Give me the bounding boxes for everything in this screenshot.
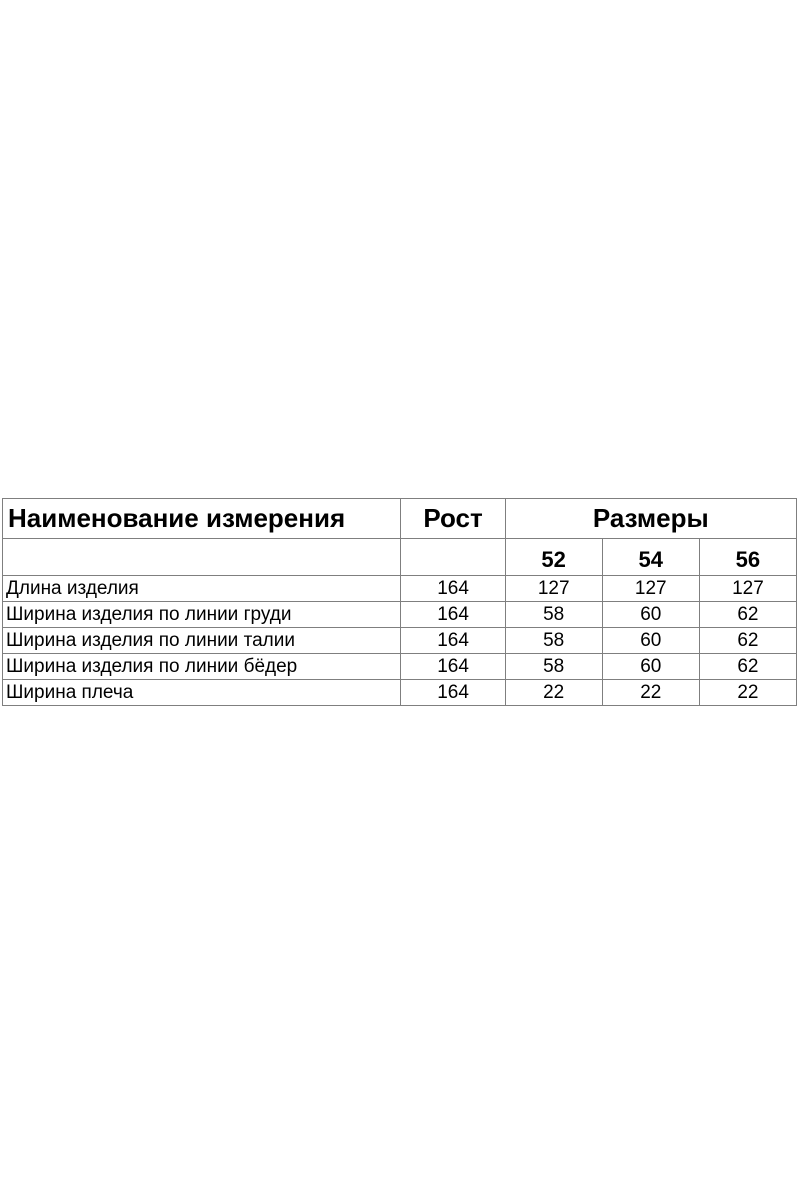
header-measurement-name: Наименование измерения [3,499,401,539]
measurement-name: Длина изделия [3,576,401,602]
size-value: 22 [699,680,796,706]
size-value: 58 [505,602,602,628]
size-value: 62 [699,602,796,628]
header-sizes: Размеры [505,499,796,539]
table-row [3,602,797,628]
size-value: 127 [505,576,602,602]
size-value: 127 [602,576,699,602]
size-label: 54 [602,539,699,576]
height-value: 164 [401,654,505,680]
measurement-name: Ширина изделия по линии талии [3,628,401,654]
size-value: 60 [602,654,699,680]
table-row [3,654,797,680]
size-value: 62 [699,654,796,680]
table-header-row [3,499,797,539]
size-labels-row [3,539,797,576]
height-value: 164 [401,602,505,628]
size-label: 52 [505,539,602,576]
size-value: 60 [602,602,699,628]
size-value: 62 [699,628,796,654]
table-row [3,628,797,654]
size-value: 22 [505,680,602,706]
header-height: Рост [401,499,505,539]
size-value: 58 [505,628,602,654]
size-value: 58 [505,654,602,680]
size-value: 22 [602,680,699,706]
size-chart-table [2,498,797,706]
empty-cell [401,539,505,576]
table-row [3,576,797,602]
height-value: 164 [401,680,505,706]
height-value: 164 [401,576,505,602]
size-value: 60 [602,628,699,654]
measurement-name: Ширина плеча [3,680,401,706]
size-value: 127 [699,576,796,602]
height-value: 164 [401,628,505,654]
size-label: 56 [699,539,796,576]
measurement-name: Ширина изделия по линии бёдер [3,654,401,680]
measurement-name: Ширина изделия по линии груди [3,602,401,628]
empty-cell [3,539,401,576]
table-row [3,680,797,706]
